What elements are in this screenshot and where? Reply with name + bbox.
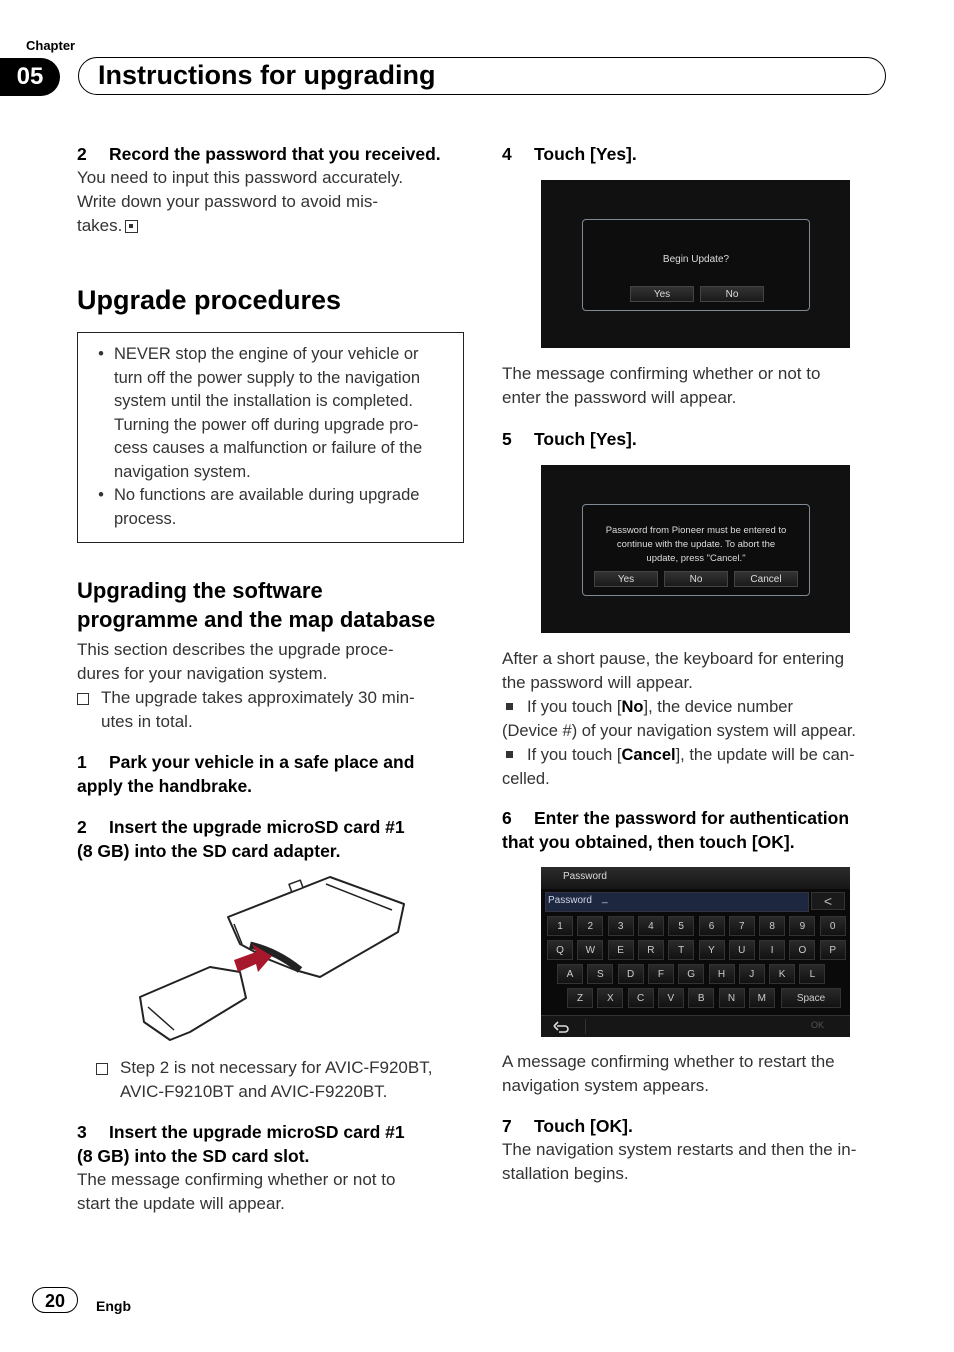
- step-number: 2: [77, 144, 87, 164]
- key-a[interactable]: A: [557, 964, 583, 984]
- bullet-no: If you touch [No], the device number: [502, 695, 922, 719]
- intro-block: This section describes the upgrade proce- dures for your navigation system. The upgrade takes approximately 30 min- utes in total.: [77, 638, 467, 734]
- key-e[interactable]: E: [608, 940, 634, 960]
- key-l[interactable]: L: [799, 964, 825, 984]
- key-6[interactable]: 6: [699, 916, 725, 936]
- key-i[interactable]: I: [759, 940, 785, 960]
- key-0[interactable]: 0: [820, 916, 846, 936]
- step-5-touch-yes: 5 Touch [Yes].: [502, 429, 637, 449]
- end-mark-icon: [125, 220, 138, 233]
- key-u[interactable]: U: [729, 940, 755, 960]
- keyboard-title-bar: [541, 867, 850, 889]
- no-button[interactable]: No: [700, 286, 764, 302]
- no-button[interactable]: No: [664, 571, 728, 587]
- step-body-line: You need to input this password accurately.: [77, 168, 404, 187]
- step-2-record-password: [77, 142, 467, 166]
- warning-box: [77, 332, 464, 543]
- key-z[interactable]: Z: [567, 988, 593, 1008]
- subsection-title: Upgrading the software programme and the map database: [77, 578, 436, 632]
- key-j[interactable]: J: [739, 964, 765, 984]
- key-w[interactable]: W: [577, 940, 603, 960]
- password-prompt-screen: [541, 465, 850, 633]
- key-n[interactable]: N: [719, 988, 745, 1008]
- cancel-button[interactable]: Cancel: [734, 571, 798, 587]
- key-m[interactable]: M: [749, 988, 775, 1008]
- page-number: 20: [32, 1287, 78, 1313]
- key-7[interactable]: 7: [729, 916, 755, 936]
- step-7-touch-ok: 7 Touch [OK]. The navigation system restarts and then the in- stallation begins.: [502, 1116, 857, 1183]
- square-bullet-icon: [506, 703, 513, 710]
- warning-item: • NEVER stop the engine of your vehicle or turn off the power supply to the navigation system until the installation is completed. Turning the power off during upgrade pro- cess causes a malfunction or failure of the navigation system.: [88, 343, 449, 484]
- key-q[interactable]: Q: [547, 940, 573, 960]
- bullet-icon: •: [98, 345, 104, 363]
- square-bullet-icon: [506, 751, 513, 758]
- note-item: The upgrade takes approximately 30 min- utes in total.: [77, 686, 467, 734]
- keyboard-title: Password: [563, 871, 607, 882]
- key-k[interactable]: K: [769, 964, 795, 984]
- step-3-insert-slot: 3 Insert the upgrade microSD card #1 (8 GB) into the SD card slot. The message confirming whether or not to start the update will appear.: [77, 1122, 405, 1213]
- key-y[interactable]: Y: [699, 940, 725, 960]
- key-1[interactable]: 1: [547, 916, 573, 936]
- key-g[interactable]: G: [678, 964, 704, 984]
- return-arrow-icon[interactable]: [553, 1020, 571, 1033]
- key-5[interactable]: 5: [668, 916, 694, 936]
- key-8[interactable]: 8: [759, 916, 785, 936]
- key-v[interactable]: V: [658, 988, 684, 1008]
- key-p[interactable]: P: [820, 940, 846, 960]
- key-9[interactable]: 9: [789, 916, 815, 936]
- begin-update-screen: [541, 180, 850, 348]
- password-prompt-dialog: [582, 504, 810, 596]
- key-b[interactable]: B: [688, 988, 714, 1008]
- step-1-park: 1 Park your vehicle in a safe place and apply the handbrake.: [77, 752, 415, 796]
- ok-button[interactable]: OK: [811, 1020, 825, 1030]
- password-keyboard-screen: [541, 867, 850, 1036]
- step-6-enter-password: 6 Enter the password for authentication that you obtained, then touch [OK].: [502, 808, 850, 852]
- microsd-card: [140, 967, 246, 1040]
- step-4-result: The message confirming whether or not to enter the password will appear.: [502, 364, 821, 407]
- chapter-title: Instructions for upgrading: [98, 60, 436, 90]
- note-adapter: Step 2 is not necessary for AVIC-F920BT, AVIC-F9210BT and AVIC-F9220BT.: [96, 1056, 466, 1104]
- yes-button[interactable]: Yes: [594, 571, 658, 587]
- key-d[interactable]: D: [618, 964, 644, 984]
- key-r[interactable]: R: [638, 940, 664, 960]
- key-x[interactable]: X: [597, 988, 623, 1008]
- bullet-cancel: If you touch [Cancel], the update will be can-: [502, 743, 922, 767]
- key-c[interactable]: C: [628, 988, 654, 1008]
- key-h[interactable]: H: [709, 964, 735, 984]
- keyboard-bottom-bar: [541, 1015, 850, 1037]
- language-code: Engb: [96, 1298, 131, 1314]
- step-2-insert-adapter: 2 Insert the upgrade microSD card #1 (8 GB) into the SD card adapter.: [77, 817, 405, 861]
- key-3[interactable]: 3: [608, 916, 634, 936]
- backspace-button[interactable]: <: [811, 892, 845, 910]
- key-4[interactable]: 4: [638, 916, 664, 936]
- key-s[interactable]: S: [587, 964, 613, 984]
- sd-adapter-illustration: [130, 872, 415, 1044]
- left-column: [77, 142, 467, 238]
- step-body-line: takes.: [77, 214, 467, 238]
- yes-button[interactable]: Yes: [630, 286, 694, 302]
- step-body-line: Write down your password to avoid mis-: [77, 192, 379, 211]
- step-4-touch-yes: 4 Touch [Yes].: [502, 144, 637, 164]
- note-checkbox-icon: [77, 693, 89, 705]
- key-2[interactable]: 2: [577, 916, 603, 936]
- note-checkbox-icon: [96, 1063, 108, 1075]
- warning-item: • No functions are available during upgrade process.: [88, 484, 449, 531]
- dialog-message: Begin Update?: [662, 254, 730, 265]
- key-o[interactable]: O: [789, 940, 815, 960]
- section-title: Upgrade procedures: [77, 285, 342, 315]
- chapter-number: 05: [0, 58, 60, 96]
- step-6-result: A message confirming whether to restart the navigation system appears.: [502, 1052, 835, 1095]
- begin-update-dialog: [582, 219, 810, 311]
- step-5-result: After a short pause, the keyboard for entering the password will appear. If you touch [No], the device number (Device #) of your navigation system will appear. If you touch [Cancel], the update will be can- celled.: [502, 647, 922, 791]
- key-f[interactable]: F: [648, 964, 674, 984]
- key-t[interactable]: T: [668, 940, 694, 960]
- dialog-message: Password from Pioneer must be entered to continue with the update. To abort the update, press "Cancel.": [605, 525, 787, 564]
- step-title: Record the password that you received.: [109, 144, 441, 164]
- password-input[interactable]: Password _: [545, 892, 809, 912]
- bullet-icon: •: [98, 486, 104, 504]
- chapter-label: Chapter: [26, 38, 76, 53]
- key-space[interactable]: Space: [781, 988, 841, 1008]
